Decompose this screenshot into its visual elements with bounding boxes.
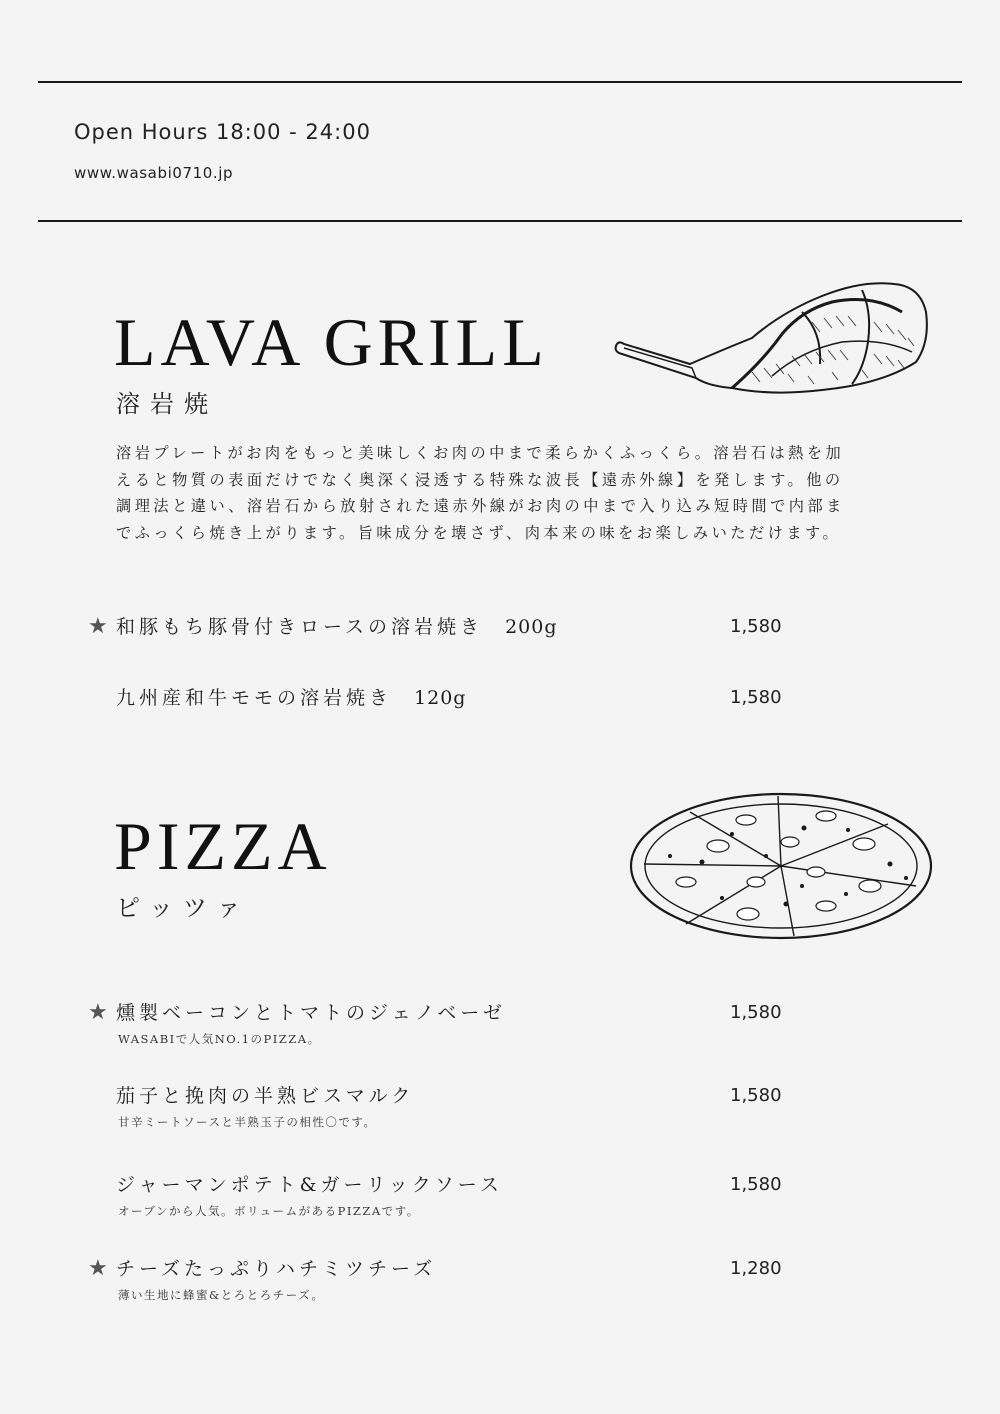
- menu-item-lava-2: [0, 684, 1000, 714]
- menu-item-name: [116, 684, 466, 712]
- description-line: 溶岩プレートがお肉をもっと美味しくお肉の中まで柔らかくふっくら。溶岩石は熱を加: [116, 444, 845, 462]
- menu-item-price: 1,580: [730, 1174, 782, 1195]
- item-name-text: 九州産和牛モモの溶岩焼き: [116, 687, 393, 709]
- menu-item-pizza-4: [0, 1255, 1000, 1302]
- menu-item-name: チーズたっぷりハチミツチーズ: [116, 1258, 437, 1280]
- header-bottom-rule: [38, 220, 962, 222]
- menu-item-name: [116, 613, 558, 641]
- menu-item-lava-1: [0, 613, 1000, 643]
- lava-grill-description: [116, 440, 896, 546]
- menu-item-price: 1,280: [730, 1258, 782, 1279]
- pizza-illustration: [626, 786, 936, 946]
- item-name-text: 和豚もち豚骨付きロースの溶岩焼き: [116, 616, 484, 638]
- menu-item-name: 茄子と挽肉の半熟ビスマルク: [116, 1085, 415, 1107]
- website-url[interactable]: www.wasabi0710.jp: [74, 164, 234, 182]
- menu-item-price: 1,580: [730, 1085, 782, 1106]
- top-rule: [38, 81, 962, 83]
- steak-illustration: [612, 272, 942, 402]
- menu-item-price: 1,580: [730, 616, 782, 637]
- menu-item-price: 1,580: [730, 687, 782, 708]
- item-weight: 120g: [414, 687, 467, 709]
- description-line: でふっくら焼き上がります。旨味成分を壊さず、肉本来の味をお楽しみいただけます。: [116, 523, 842, 542]
- pizza-title: PIZZA: [114, 808, 332, 884]
- lava-grill-title: LAVA GRILL: [114, 304, 549, 380]
- menu-item-pizza-1: [0, 999, 1000, 1046]
- menu-item-note: WASABIで人気NO.1のPIZZA。: [118, 1032, 321, 1046]
- menu-item-note: オーブンから人気。ボリュームがあるPIZZAです。: [118, 1204, 420, 1218]
- menu-item-name: 燻製ベーコンとトマトのジェノベーゼ: [116, 1002, 506, 1024]
- menu-item-pizza-2: [0, 1082, 1000, 1129]
- menu-item-name: ジャーマンポテト&ガーリックソース: [116, 1174, 503, 1196]
- star-icon: ★: [88, 1000, 108, 1025]
- menu-item-pizza-3: [0, 1171, 1000, 1218]
- menu-item-price: 1,580: [730, 1002, 782, 1023]
- lava-grill-subtitle: 溶岩焼: [116, 390, 218, 418]
- star-icon: ★: [88, 614, 108, 639]
- item-weight: 200g: [505, 616, 558, 638]
- menu-item-note: 薄い生地に蜂蜜&とろとろチーズ。: [118, 1288, 325, 1302]
- description-line: えると物質の表面だけでなく奥深く浸透する特殊な波長【遠赤外線】を発します。他の: [116, 470, 844, 489]
- menu-item-note: 甘辛ミートソースと半熟玉子の相性〇です。: [118, 1115, 377, 1129]
- star-icon: ★: [88, 1256, 108, 1281]
- open-hours: Open Hours 18:00 - 24:00: [74, 120, 371, 144]
- description-line: 調理法と違い、溶岩石から放射された遠赤外線がお肉の中まで入り込み短時間で内部ま: [116, 497, 845, 515]
- pizza-subtitle: ピッツァ: [116, 894, 251, 922]
